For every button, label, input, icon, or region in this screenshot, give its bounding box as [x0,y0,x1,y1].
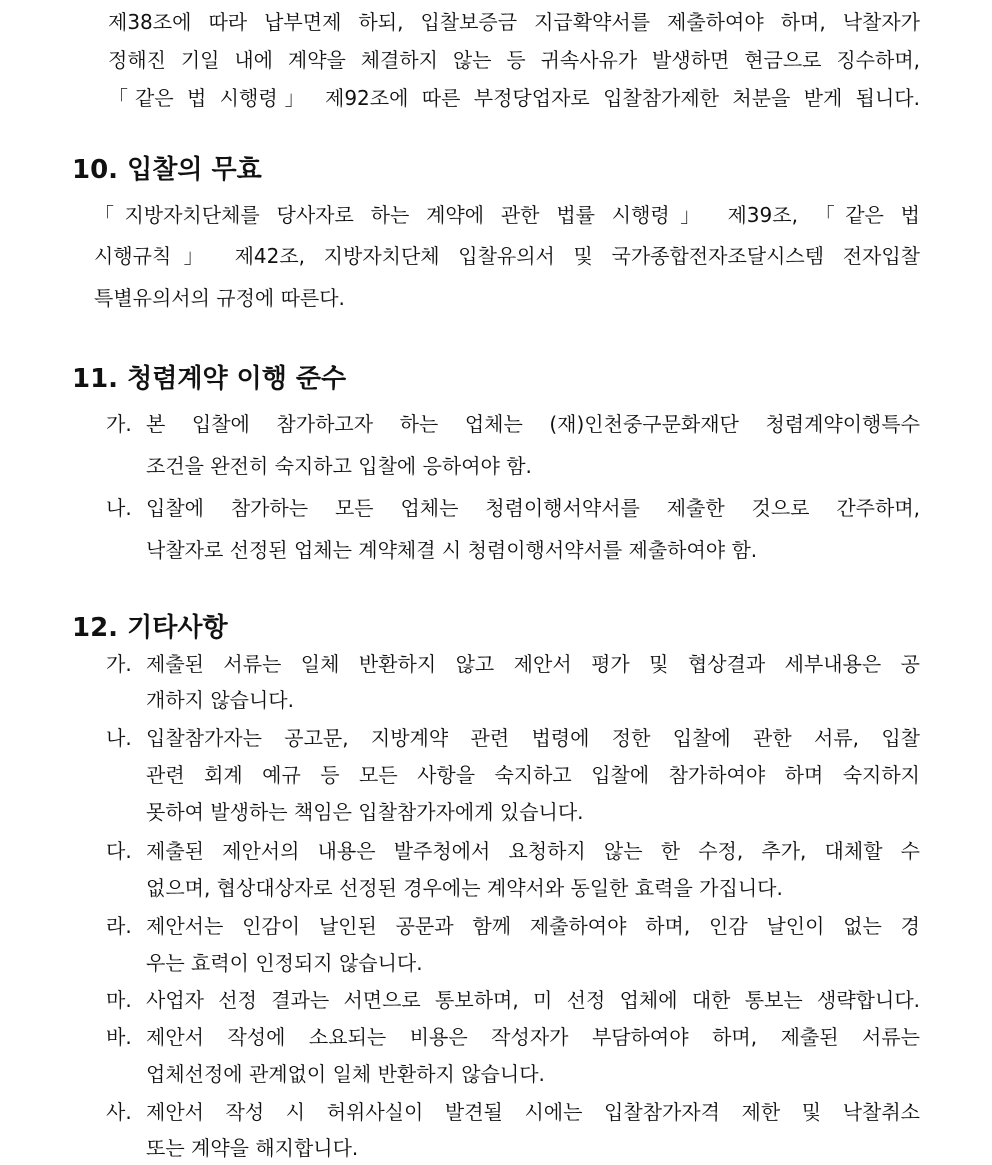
section-10-line-2: 시행규칙」 제42조, 지방자치단체 입찰유의서 및 국가종합전자조달시스템 전자입찰 [94,244,920,268]
intro-line-1: 제38조에 따라 납부면제 하되, 입찰보증금 지급확약서를 제출하여야 하며, 낙찰자가 [108,10,920,34]
section-12-item-line: 우는 효력이 인정되지 않습니다. [146,951,423,975]
section-12-item-line: 제안서 작성 시 허위사실이 발견될 시에는 입찰참가자격 제한 및 낙찰취소 [146,1100,920,1124]
section-12-item-marker: 가. [106,652,132,676]
section-12-item-line: 입찰참가자는 공고문, 지방계약 관련 법령에 정한 입찰에 관한 서류, 입찰 [146,726,920,750]
section-11-item-line: 낙찰자로 선정된 업체는 계약체결 시 청렴이행서약서를 제출하여야 함. [146,538,758,562]
section-12-item-line: 제출된 서류는 일체 반환하지 않고 제안서 평가 및 협상결과 세부내용은 공 [146,652,920,676]
section-12-item-marker: 사. [106,1100,132,1124]
section-12-item-line: 없으며, 협상대상자로 선정된 경우에는 계약서와 동일한 효력을 가집니다. [146,876,783,900]
section-12-item-line: 제출된 제안서의 내용은 발주청에서 요청하지 않는 한 수정, 추가, 대체할 수 [146,839,920,863]
section-11-item-line: 입찰에 참가하는 모든 업체는 청렴이행서약서를 제출한 것으로 간주하며, [146,496,920,520]
section-12-item-marker: 나. [106,726,132,750]
section-12-item-line: 사업자 선정 결과는 서면으로 통보하며, 미 선정 업체에 대한 통보는 생략합니다. [146,988,920,1012]
section-11-item-line: 조건을 완전히 숙지하고 입찰에 응하여야 함. [146,454,532,478]
section-10-line-1: 「지방자치단체를 당사자로 하는 계약에 관한 법률 시행령」 제39조, 「같은 법 [94,203,920,227]
section-12-item-line: 개하지 않습니다. [146,688,294,712]
section-11-item-line: 본 입찰에 참가하고자 하는 업체는 (재)인천중구문화재단 청렴계약이행특수 [146,412,920,436]
section-11-item-marker: 가. [106,412,132,436]
intro-line-2: 정해진 기일 내에 계약을 체결하지 않는 등 귀속사유가 발생하면 현금으로 징수하며, [108,48,920,72]
intro-line-3: 「같은 법 시행령」 제92조에 따른 부정당업자로 입찰참가제한 처분을 받게 됩니다. [108,86,920,110]
section-12-item-marker: 다. [106,839,132,863]
section-12-item-line: 제안서 작성에 소요되는 비용은 작성자가 부담하여야 하며, 제출된 서류는 [146,1025,920,1049]
section-12-item-line: 제안서는 인감이 날인된 공문과 함께 제출하여야 하며, 인감 날인이 없는 경 [146,914,920,938]
section-10-title: 10. 입찰의 무효 [72,155,262,185]
section-11-title: 11. 청렴계약 이행 준수 [72,364,347,394]
section-12-item-line: 업체선정에 관계없이 일체 반환하지 않습니다. [146,1062,545,1086]
section-12-item-marker: 라. [106,914,132,938]
section-12-item-marker: 마. [106,988,132,1012]
section-12-item-line: 또는 계약을 해지합니다. [146,1136,359,1160]
section-10-line-3: 특별유의서의 규정에 따른다. [94,286,345,310]
section-12-item-marker: 바. [106,1025,132,1049]
section-12-item-line: 못하여 발생하는 책임은 입찰참가자에게 있습니다. [146,800,584,824]
section-11-item-marker: 나. [106,496,132,520]
section-12-item-line: 관련 회계 예규 등 모든 사항을 숙지하고 입찰에 참가하여야 하며 숙지하지 [146,763,920,787]
section-12-title: 12. 기타사항 [72,613,228,643]
